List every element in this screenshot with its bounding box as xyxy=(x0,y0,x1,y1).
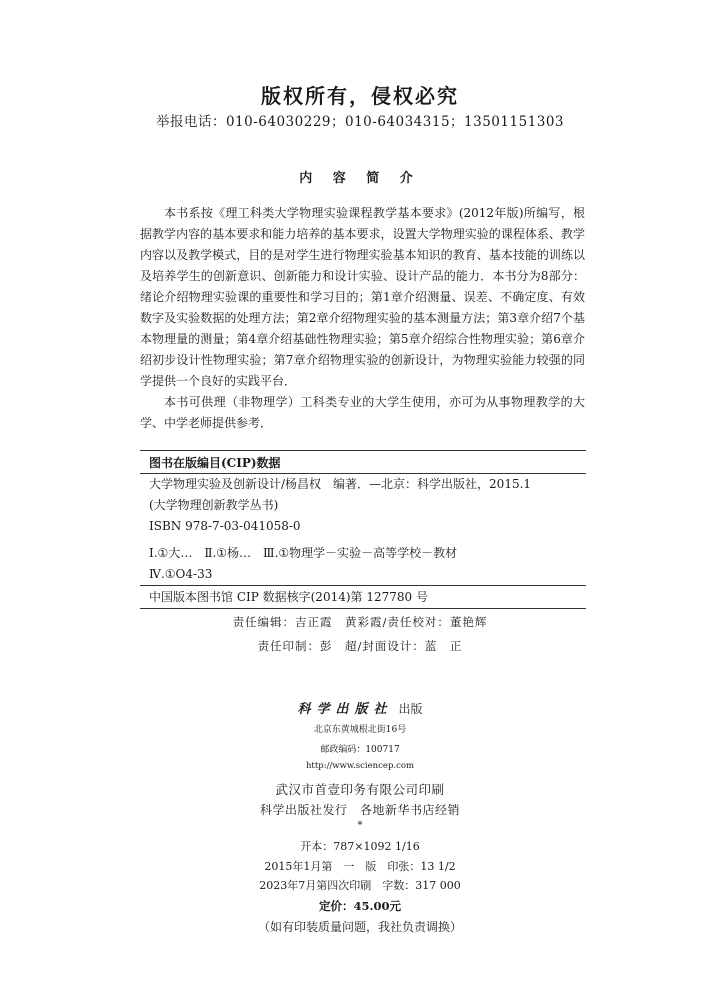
cip-block xyxy=(140,450,586,609)
publisher-name: 科学出版社 xyxy=(297,702,393,717)
cip-title: 图书在版编目(CIP)数据 xyxy=(149,456,281,470)
summary-paragraph: 本书可供理（非物理学）工科类专业的大学生使用，亦可为从事物理教学的大学、中学老师提供参考． xyxy=(140,395,585,430)
book-format: 开本：787×1092 1/16 xyxy=(300,840,420,853)
editors-block xyxy=(0,610,720,658)
publisher-line xyxy=(0,698,720,717)
printing-info: 2023年7月第四次印刷 字数：317 000 xyxy=(259,879,461,892)
cip-line: (大学物理创新教学丛书) xyxy=(149,498,279,512)
edition-info: 2015年1月第 一 版 印张：13 1/2 xyxy=(264,860,456,873)
report-phone: 举报电话：010-64030229；010-64034315；13501151303 xyxy=(155,114,565,130)
separator-star: * xyxy=(357,820,363,831)
cip-classification: Ⅳ.①O4-33 xyxy=(149,567,213,581)
cip-line: ISBN 978-7-03-041058-0 xyxy=(149,519,301,533)
copyright-title: 版权所有，侵权必究 xyxy=(261,84,459,108)
publisher-suffix: 出版 xyxy=(398,702,423,716)
price: 定价：45.00元 xyxy=(318,899,401,913)
printer: 武汉市首壹印务有限公司印刷 xyxy=(275,782,445,797)
cip-classification: Ⅰ.①大… Ⅱ.①杨… Ⅲ.①物理学－实验－高等学校－教材 xyxy=(149,546,458,560)
cip-verification-number: 中国版本图书馆 CIP 数据核字(2014)第 127780 号 xyxy=(149,590,428,604)
cip-bottom-rule xyxy=(140,608,586,609)
summary-heading: 内 容 简 介 xyxy=(299,171,421,186)
editors-line: 责任印制：彭 超/封面设计：蓝 正 xyxy=(257,639,463,653)
summary-body xyxy=(140,203,585,434)
summary-paragraph: 本书系按《理工科类大学物理实验课程教学基本要求》(2012年版)所编写，根据教学内容的基本要求和能力培养的基本要求，设置大学物理实验的课程体系、教学内容以及教学模式，目的是对学生进行物理实验基本知识的教育、基本技能的训练以及培养学生的创新意识、创新能力和设计实验、设计产品的能力．本书分为8部分：绪论介绍物理实验课的重要性和学习目的；第1章介绍测量、误差、不确定度、有效数字及实验数据的处理方法；第2章介绍物理实验的基本测量方法；第3章介绍7个基本物理量的测量；第4章介绍基础性物理实验；第5章介绍综合性物理实验；第6章介绍初步设计性物理实验；第7章介绍物理实验的创新设计，为物理实验能力较强的同学提供一个良好的实践平台． xyxy=(140,206,585,388)
distribution: 科学出版社发行 各地新华书店经销 xyxy=(259,803,460,817)
publisher-address: 北京东黄城根北街16号 xyxy=(313,725,407,735)
quality-notice: （如有印装质量问题，我社负责调换） xyxy=(257,920,462,934)
editors-line: 责任编辑：吉正霞 黄彩霞/责任校对：董艳辉 xyxy=(232,615,488,629)
publisher-postcode: 邮政编码：100717 xyxy=(320,745,400,755)
publisher-website: http://www.sciencep.com xyxy=(305,761,415,771)
cip-line: 大学物理实验及创新设计/杨昌权 编著．—北京：科学出版社，2015.1 xyxy=(149,477,532,491)
